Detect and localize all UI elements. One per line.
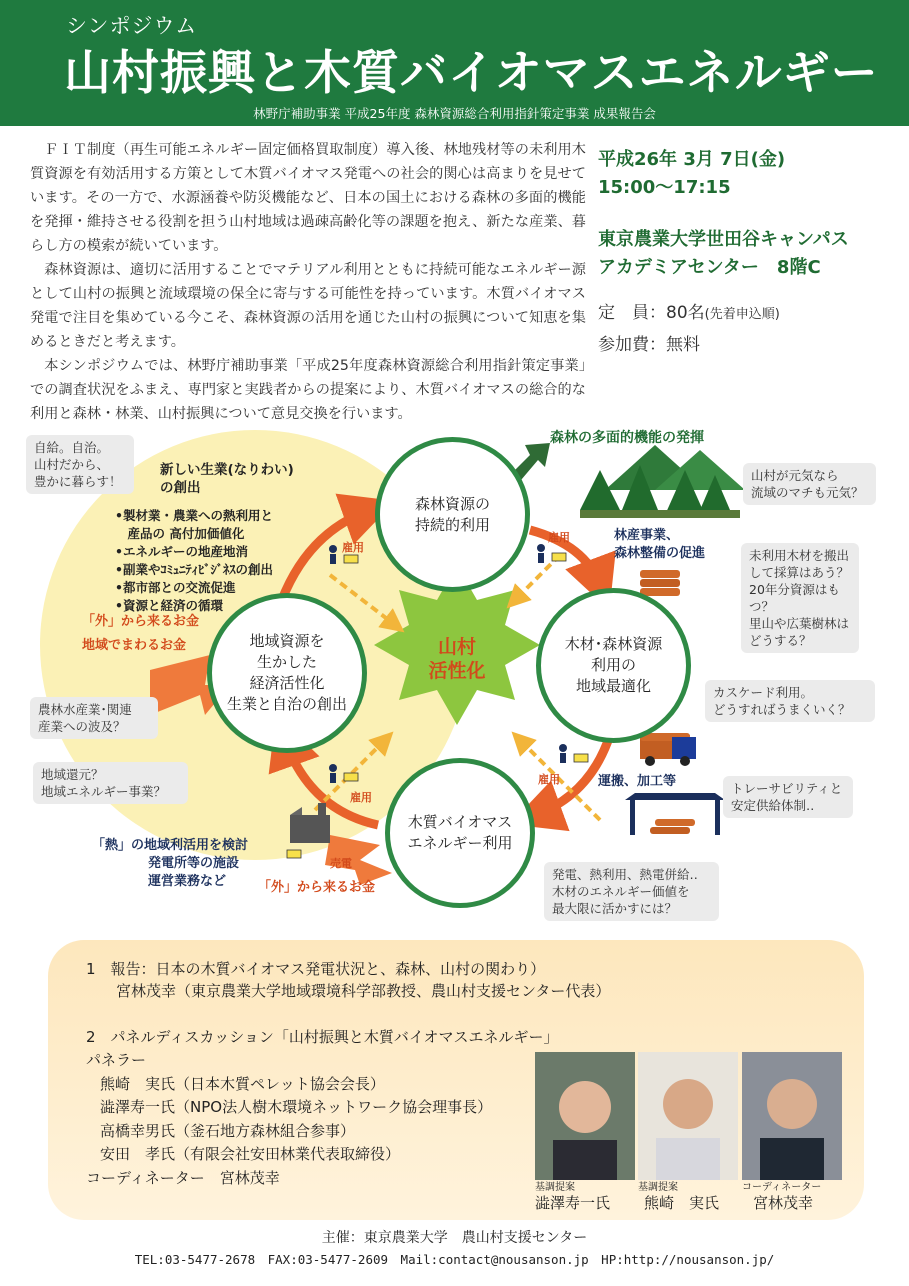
speech-bubble: トレーサビリティと 安定供給体制‥ [723,776,853,818]
plant-label: 発電所等の施設 運営業務など [148,856,240,889]
circle-forest-text: 持続的利用 [414,515,490,534]
employ-label: 雇用 [342,541,364,554]
photo-name: 熊崎 実氏 [644,1194,720,1212]
dashed-arrow [515,555,560,600]
photo-name: 宮林茂幸 [753,1194,814,1212]
header-subtitle: 林野庁補助事業 平成25年度 森林資源総合利用指針策定事業 成果報告会 [253,106,656,121]
speech-bubble: 地域還元？ 地域エネルギー事業？ [33,762,188,804]
header-banner [0,0,909,126]
panelist: 高橋幸男氏（釜石地方森林組合参事） [100,1122,356,1140]
forestry-label: 林産事業、 森林整備の促進 [614,528,706,561]
truck-illustration [640,733,696,766]
program-item-1-speaker: 宮林茂幸（東京農業大学地域環境科学部教授、農山村支援センター代表） [116,982,611,1000]
concept-diagram [0,415,909,935]
coordinator: コーディネーター 宮林茂幸 [86,1169,280,1187]
circle-forest-text: 森林資源の [414,494,490,513]
header-kicker: シンポジウム [66,14,198,38]
money-local-label: 地域でまわるお金 [82,638,187,653]
event-capacity: 定 員：80名(先着申込順) [598,303,780,323]
portrait-illustration [535,1052,635,1180]
sell-power-label: 売電 [330,857,352,870]
panelist: 澁澤寿一氏（NPO法人樹木環境ネットワーク協会理事長） [100,1098,493,1116]
intro-paragraph: 本シンポジウムでは、林野庁補助事業「平成25年度森林資源総合利用指針策定事業」での調査状況をふまえ、専門家と実践者からの提案により、木質バイオマスの総合的な利用と森林・林業、山村振興について意見交換を行います。 [30,358,586,422]
program-item-2: 2 パネルディスカッション「山村振興と木質バイオマスエネルギー」 [86,1028,559,1046]
benefits-list: •製材業・農業への熱利用と 産品の 高付加価値化 •エネルギーの地産地消 •副業やｺﾐｭﾆﾃｨﾋﾞｼﾞﾈｽの創出 •都市部との交流促進 •資源と経済の循環 [115,508,273,613]
shed-illustration [625,793,725,835]
portrait-illustration [638,1052,738,1180]
event-venue-1: 東京農業大学世田谷キャンパス [598,229,849,250]
employ-label: 雇用 [350,791,372,804]
event-info [598,146,903,360]
circle-regional-economy: 地域資源を 生かした 経済活性化 生業と自治の創出 [207,593,367,753]
photo-caption: コーディネーター [742,1182,822,1193]
intro-text [30,138,586,426]
event-fee: 参加費：無料 [598,335,700,355]
center-label: 山村 活性化 [428,636,486,682]
heat-label: 「熱」の地域利活用を検討 [92,838,249,853]
event-venue-2: アカデミアセンター 8階C [598,257,821,278]
speech-bubble: カスケード利用。 どうすればうまくいく？ [705,680,875,722]
circle-timber-optimization: 木材･森林資源 利用の 地域最適化 [536,588,691,743]
speech-bubble: 未利用木材を搬出 して採算はあう？ 20年分資源はもつ？ 里山や広葉樹林は どうする？ [741,543,859,653]
portrait-photo [535,1052,635,1180]
portrait-photo [638,1052,738,1180]
speech-bubble: 自給。自治。 山村だから、 豊かに暮らす！ [26,435,134,494]
employ-label: 雇用 [538,773,560,786]
transport-label: 運搬、加工等 [598,774,677,789]
speech-bubble: 発電、熱利用、熱電併給‥ 木材のエネルギー価値を 最大限に活かすには？ [544,862,719,921]
program-box [48,940,864,1220]
panel-label: パネラー [86,1051,147,1069]
employ-label: 雇用 [548,531,570,544]
event-date: 平成26年 3月 7日(金) [598,149,786,170]
forest-illustration [580,445,745,518]
multifunction-label: 森林の多面的機能の発揮 [550,430,704,446]
panelist: 熊崎 実氏（日本木質ペレット協会会長） [100,1075,385,1093]
money-outside-label: 「外」から来るお金 [82,614,200,629]
intro-paragraph: 森林資源は、適切に活用することでマテリアル利用とともに持続可能なエネルギー源として山村の振興と流域環境の保全に寄与する可能性を持っています。木質バイオマス発電で注目を集めている今こそ、森林資源の活用を通じた山村の振興について知恵を集めるときだと考えます。 [30,262,586,350]
circle-biomass-energy: 木質バイオマス エネルギー利用 [385,758,535,908]
speech-bubble: 山村が元気なら 流域のマチも元気？ [743,463,876,505]
program-item-1: 1 報告：日本の木質バイオマス発電状況と、森林、山村の関わり） [86,960,546,978]
host-line: 主催：東京農業大学 農山村支援センター [321,1230,588,1246]
money-outside-2-label: 「外」から来るお金 [258,880,376,895]
event-time: 15:00〜17:15 [598,177,731,198]
logs-illustration [640,570,680,596]
photo-name: 澁澤寿一氏 [535,1194,611,1212]
intro-paragraph: ＦＩＴ制度（再生可能エネルギー固定価格買取制度）導入後、林地残材等の未利用木質資源を有効活用する方策として木質バイオマス発電への社会的関心は高まりを見せています。その一方で、水源涵養や防災機能など、日本の国土における森林の多面的機能を発揮・維持させる役割を担う山村地域は過疎高齢化等の課題を抱え、新たな産業、暮らし方の模索が続いています。 [30,142,586,254]
circle-forest-resource [375,437,530,592]
photo-caption: 基調提案 [638,1182,678,1193]
contact-line: TEL:03-5477-2678 FAX:03-5477-2609 Mail:contact@nousanson.jp HP:http://nousanson.jp/ [134,1252,775,1267]
page-title: 山村振興と木質バイオマスエネルギー [64,46,879,101]
new-livelihood-label: 新しい生業(なりわい) の創出 [160,462,294,496]
speech-bubble: 農林水産業･関連 産業への波及？ [30,697,158,739]
panelist: 安田 孝氏（有限会社安田林業代表取締役） [100,1145,401,1163]
portrait-photo [742,1052,842,1180]
photo-caption: 基調提案 [535,1182,575,1193]
capacity-note: (先着申込順) [704,307,780,322]
portrait-illustration [742,1052,842,1180]
